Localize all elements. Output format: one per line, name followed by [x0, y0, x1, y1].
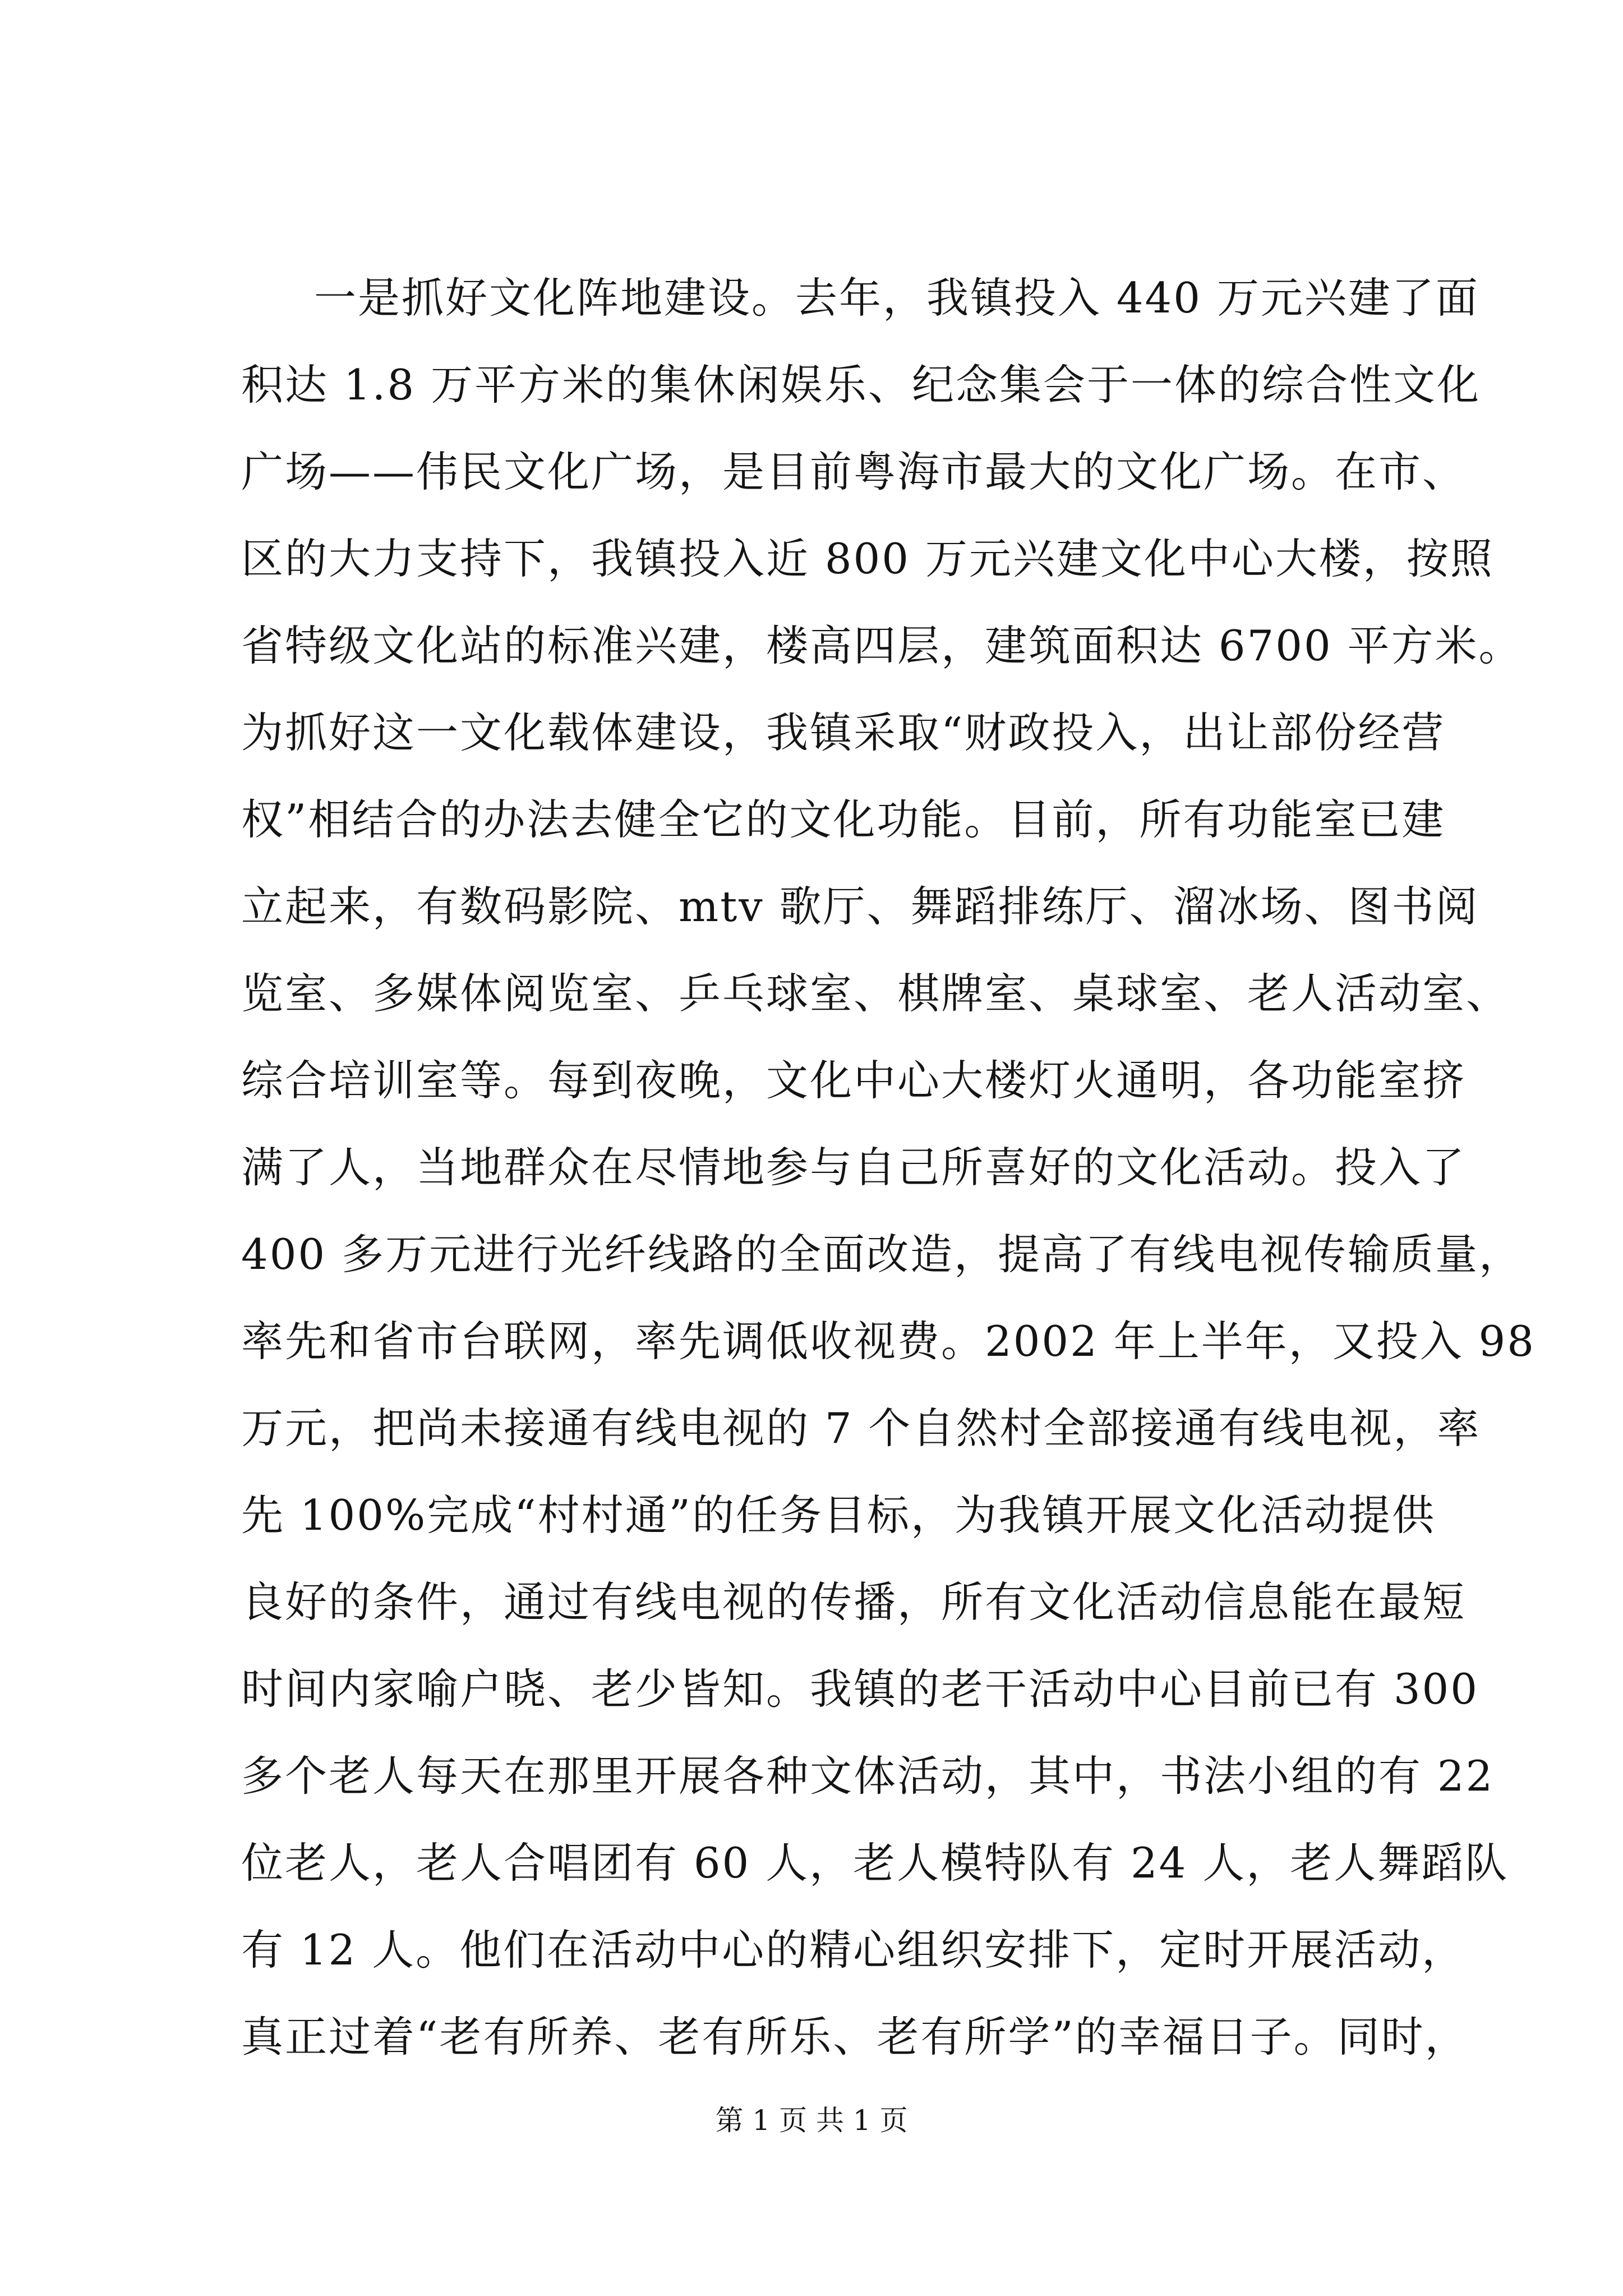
text-line: 览室、多媒体阅览室、乒乓球室、棋牌室、桌球室、老人活动室、 — [241, 969, 1510, 1018]
text-line: 良好的条件，通过有线电视的传播，所有文化活动信息能在最短 — [241, 1577, 1467, 1627]
text-line: 有 12 人。他们在活动中心的精心组织安排下，定时开展活动， — [241, 1925, 1466, 1975]
text-line: 权”相结合的办法去健全它的文化功能。目前，所有功能室已建 — [241, 795, 1446, 844]
text-line: 多个老人每天在那里开展各种文体活动，其中，书法小组的有 22 — [241, 1751, 1495, 1801]
page-footer — [0, 2101, 1623, 2140]
text-line: 综合培训室等。每到夜晚，文化中心大楼灯火通明，各功能室挤 — [241, 1056, 1467, 1105]
text-line: 时间内家喻户晓、老少皆知。我镇的老干活动中心目前已有 300 — [241, 1664, 1479, 1714]
text-line: 400 多万元进行光纤线路的全面改造，提高了有线电视传输质量， — [241, 1230, 1523, 1279]
body-paragraph — [241, 255, 1536, 2081]
text-line: 一是抓好文化阵地建设。去年，我镇投入 440 万元兴建了面 — [314, 273, 1479, 323]
text-line: 为抓好这一文化载体建设，我镇采取“财政投入，出让部份经营 — [241, 708, 1446, 757]
text-line: 广场——伟民文化广场，是目前粤海市最大的文化广场。在市、 — [241, 447, 1467, 496]
text-line: 省特级文化站的标准兴建，楼高四层，建筑面积达 6700 平方米。 — [241, 621, 1523, 670]
text-line: 区的大力支持下，我镇投入近 800 万元兴建文化中心大楼，按照 — [241, 534, 1494, 583]
text-line: 率先和省市台联网，率先调低收视费。2002 年上半年，又投入 98 — [241, 1317, 1536, 1366]
text-line: 万元，把尚未接通有线电视的 7 个自然村全部接通有线电视，率 — [241, 1404, 1481, 1453]
text-line: 位老人，老人合唱团有 60 人，老人模特队有 24 人，老人舞蹈队 — [241, 1838, 1509, 1888]
text-line: 满了人，当地群众在尽情地参与自己所喜好的文化活动。投入了 — [241, 1143, 1467, 1192]
text-line: 积达 1.8 万平方米的集休闲娱乐、纪念集会于一体的综合性文化 — [241, 360, 1481, 409]
text-line: 真正过着“老有所养、老有所乐、老有所学”的幸福日子。同时， — [241, 2012, 1469, 2062]
page-number-label: 第 1 页 共 1 页 — [715, 2104, 908, 2137]
text-line: 先 100%完成“村村通”的任务目标，为我镇开展文化活动提供 — [241, 1490, 1436, 1540]
text-line: 立起来，有数码影院、mtv 歌厅、舞蹈排练厅、溜冰场、图书阅 — [241, 882, 1479, 931]
